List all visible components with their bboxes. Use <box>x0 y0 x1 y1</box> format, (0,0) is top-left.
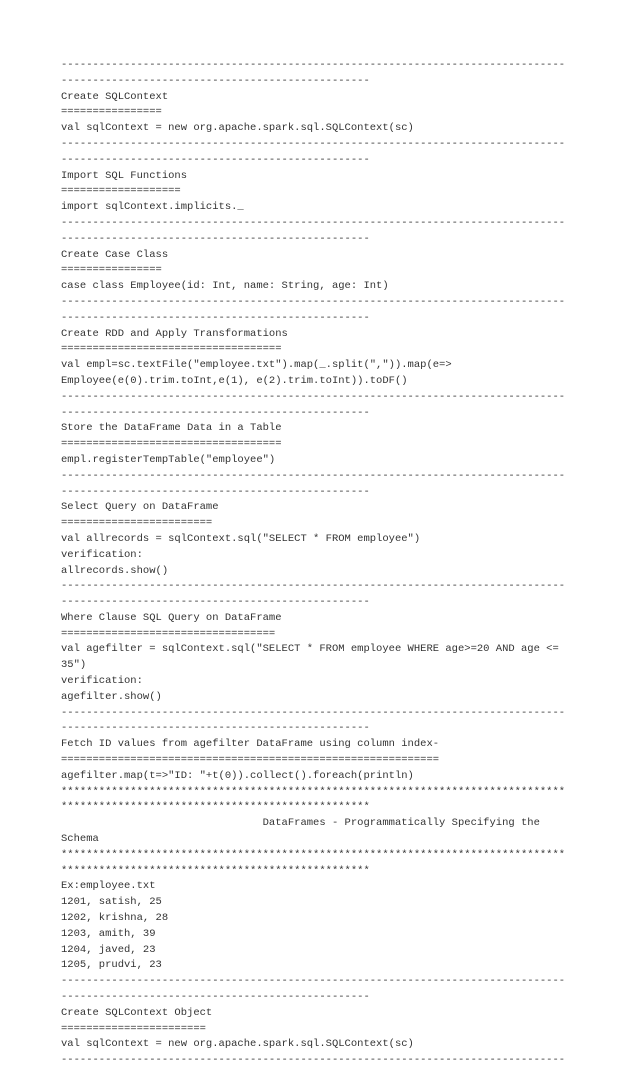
underline-rule: ================ <box>61 264 162 277</box>
text-line: Create SQLContext Object <box>61 1006 213 1019</box>
separator-line: ******************************************************************************** <box>61 848 566 861</box>
separator-line: -------------------------------------------------------------------------------- <box>61 706 566 719</box>
separator-line: ************************************************* <box>61 801 370 814</box>
underline-rule: ============================================================ <box>61 754 440 767</box>
text-line: Create Case Class <box>61 248 169 261</box>
text-line: verification: <box>61 675 143 688</box>
separator-line: -------------------------------------------------------------------------------- <box>61 59 566 71</box>
underline-rule: ================ <box>61 106 162 119</box>
text-line: case class Employee(id: Int, name: String, age: Int) <box>61 280 389 293</box>
text-line: Schema <box>61 833 99 846</box>
text-line: 1203, amith, 39 <box>61 927 156 940</box>
text-line: val empl=sc.textFile("employee.txt").map(_.split(",")).map(e=> <box>61 359 452 372</box>
text-line: import sqlContext.implicits._ <box>61 201 244 214</box>
separator-line: ------------------------------------------------- <box>61 991 370 1004</box>
document-page <box>61 58 581 1069</box>
text-line: Select Query on DataFrame <box>61 501 219 514</box>
separator-line: ------------------------------------------------- <box>61 406 370 419</box>
underline-rule: =================================== <box>61 343 282 356</box>
text-line: allrecords.show() <box>61 564 169 577</box>
separator-line: -------------------------------------------------------------------------------- <box>61 137 566 150</box>
underline-rule: ======================== <box>61 517 213 530</box>
text-line: Store the DataFrame Data in a Table <box>61 422 282 435</box>
separator-line: -------------------------------------------------------------------------------- <box>61 1054 566 1067</box>
separator-line: -------------------------------------------------------------------------------- <box>61 580 566 593</box>
separator-line: ------------------------------------------------- <box>61 596 370 609</box>
text-line: 1204, javed, 23 <box>61 943 156 956</box>
text-line: DataFrames - Programmatically Specifying the <box>61 817 540 830</box>
separator-line: ------------------------------------------------- <box>61 722 370 735</box>
text-line: val sqlContext = new org.apache.spark.sql.SQLContext(sc) <box>61 122 414 135</box>
text-line: 35") <box>61 659 87 672</box>
separator-line: ******************************************************************************** <box>61 785 566 798</box>
text-line: Where Clause SQL Query on DataFrame <box>61 611 282 624</box>
text-line: verification: <box>61 548 143 561</box>
text-line: Create RDD and Apply Transformations <box>61 327 288 340</box>
underline-rule: =================================== <box>61 438 282 451</box>
text-line: agefilter.show() <box>61 690 162 703</box>
text-line: val allrecords = sqlContext.sql("SELECT * FROM employee") <box>61 532 421 545</box>
underline-rule: =================== <box>61 185 181 198</box>
text-line: Ex:employee.txt <box>61 880 156 893</box>
separator-line: ************************************************* <box>61 864 370 877</box>
underline-rule: ================================== <box>61 627 276 640</box>
text-line: 1201, satish, 25 <box>61 896 162 909</box>
separator-line: ------------------------------------------------- <box>61 232 370 245</box>
text-line: Create SQLContext <box>61 90 169 103</box>
text-line: 1205, prudvi, 23 <box>61 959 162 972</box>
text-line: 1202, krishna, 28 <box>61 912 169 925</box>
text-line: Employee(e(0).trim.toInt,e(1), e(2).trim.toInt)).toDF() <box>61 374 408 387</box>
separator-line: ------------------------------------------------- <box>61 311 370 324</box>
text-line: empl.registerTempTable("employee") <box>61 453 276 466</box>
underline-rule: ======================= <box>61 1022 206 1035</box>
text-line: val agefilter = sqlContext.sql("SELECT * FROM employee WHERE age>=20 AND age <= <box>61 643 559 656</box>
separator-line: -------------------------------------------------------------------------------- <box>61 216 566 229</box>
separator-line: -------------------------------------------------------------------------------- <box>61 295 566 308</box>
text-line: Fetch ID values from agefilter DataFrame using column index- <box>61 738 440 751</box>
text-line: agefilter.map(t=>"ID: "+t(0)).collect().foreach(println) <box>61 769 414 782</box>
separator-line: -------------------------------------------------------------------------------- <box>61 469 566 482</box>
separator-line: ------------------------------------------------- <box>61 485 370 498</box>
separator-line: ------------------------------------------------- <box>61 153 370 166</box>
separator-line: -------------------------------------------------------------------------------- <box>61 390 566 403</box>
text-line: val sqlContext = new org.apache.spark.sql.SQLContext(sc) <box>61 1038 414 1051</box>
text-line: Import SQL Functions <box>61 169 188 182</box>
separator-line: -------------------------------------------------------------------------------- <box>61 975 566 988</box>
separator-line: ------------------------------------------------- <box>61 74 370 87</box>
